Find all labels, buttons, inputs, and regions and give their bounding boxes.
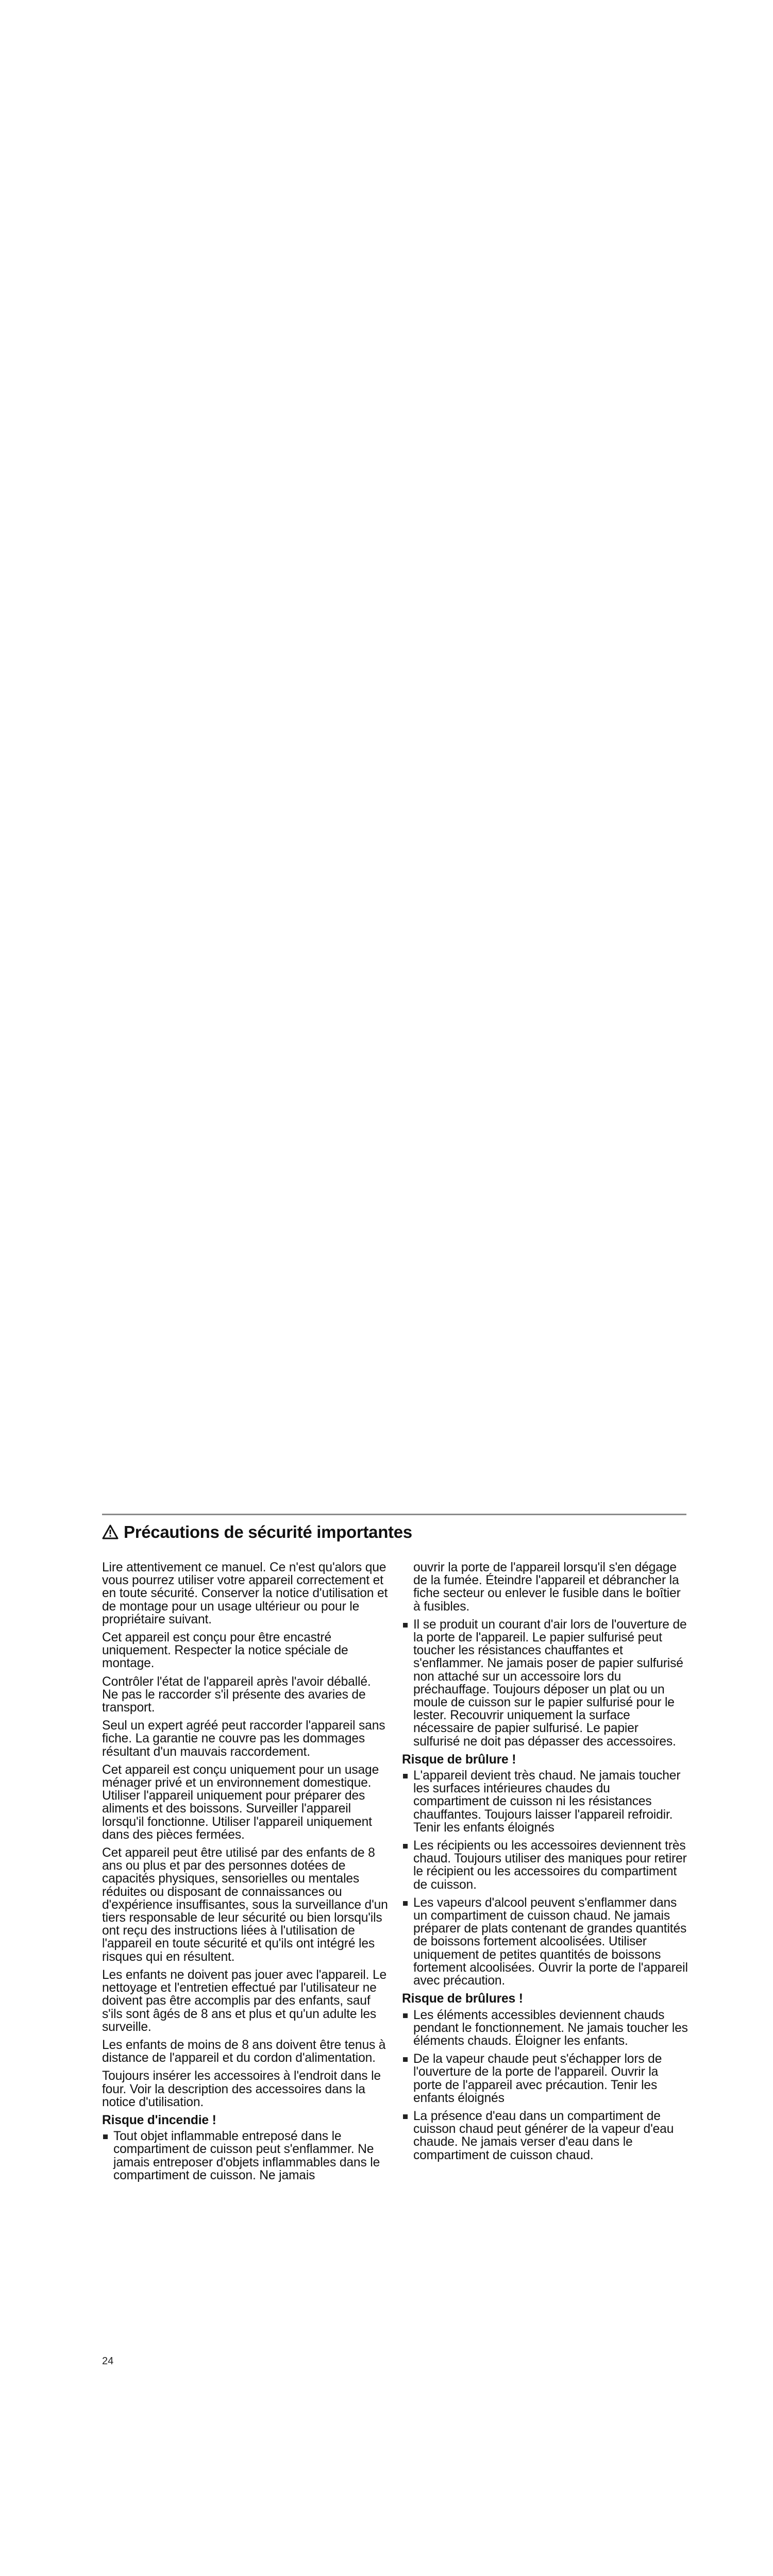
paragraph: Les enfants ne doivent pas jouer avec l'appareil. Le nettoyage et l'entretien effectué par l'utilisateur ne doivent pas être accomplis par des enfants, sauf s'ils sont âgés de 8 ans et plus et qu'un adulte les surveille. — [102, 1968, 386, 2034]
page-number: 24 — [102, 2355, 114, 2367]
section-title: Précautions de sécurité importantes — [124, 1522, 412, 1541]
burn-risk-heading: Risque de brûlure ! — [402, 1752, 516, 1767]
bullet-item: Les éléments accessibles deviennent chauds pendant le fonctionnement. Ne jamais toucher les éléments chauds. Éloigner les enfants. — [402, 2009, 688, 2048]
section-divider — [102, 1514, 686, 1515]
left-column — [102, 1561, 388, 2187]
paragraph: Les enfants de moins de 8 ans doivent être tenus à distance de l'appareil et du cordon d'alimentation. — [102, 2038, 386, 2065]
burns-risk-heading: Risque de brûlures ! — [402, 1992, 523, 2006]
bullet-item: Les vapeurs d'alcool peuvent s'enflammer dans un compartiment de cuisson chaud. Ne jamais préparer de plats contenant de grandes quantités de boissons fortement alcoolisées. Utiliser uniquement de petites quantités de boissons fortement alcoolisées. Ouvrir la porte de l'appareil avec précaution. — [402, 1896, 688, 1987]
bullet-item: De la vapeur chaude peut s'échapper lors de l'ouverture de la porte de l'appareil. Ouvrir la porte de l'appareil avec précaution. Tenir les enfants éloignés — [402, 2053, 688, 2105]
right-column — [402, 1561, 688, 2167]
paragraph: Contrôler l'état de l'appareil après l'avoir déballé. Ne pas le raccorder s'il présente des avaries de transport. — [102, 1674, 371, 1715]
paragraph: Seul un expert agréé peut raccorder l'appareil sans fiche. La garantie ne couvre pas les dommages résultant d'un mauvais raccordement. — [102, 1719, 385, 1759]
bullet-item: La présence d'eau dans un compartiment de cuisson chaud peut générer de la vapeur d'eau chaude. Ne jamais verser d'eau dans le compartiment de cuisson chaud. — [402, 2110, 688, 2162]
bullet-item: Tout objet inflammable entreposé dans le compartiment de cuisson peut s'enflammer. Ne jamais entreposer d'objets inflammables dans le compartiment de cuisson. Ne jamais — [102, 2130, 388, 2182]
warning-triangle-icon — [102, 1524, 119, 1540]
paragraph: Lire attentivement ce manuel. Ce n'est qu'alors que vous pourrez utiliser votre appareil correctement et en toute sécurité. Conserver la notice d'utilisation et de montage pour un usage ultérieur ou pour le propriétaire suivant. — [102, 1561, 388, 1626]
paragraph: Cet appareil peut être utilisé par des enfants de 8 ans ou plus et par des personnes dotées de capacités physiques, sensorielles ou mentales réduites ou disposant de connaissances ou d'expérience insuffisantes, sous la surveillance d'un tiers responsable de leur sécurité ou bien lorsqu'ils ont reçu des instructions liées à l'utilisation de l'appareil en toute sécurité et qu'ils ont intégré les risques qui en résultent. — [102, 1846, 388, 1964]
paragraph: Cet appareil est conçu pour être encastré uniquement. Respecter la notice spéciale de montage. — [102, 1631, 348, 1671]
section-heading — [102, 1522, 412, 1542]
bullet-continuation: ouvrir la porte de l'appareil lorsqu'il s'en dégage de la fumée. Éteindre l'appareil et débrancher la fiche secteur ou enlever le fusible dans le boîtier à fusibles. — [413, 1561, 681, 1614]
bullet-item: Les récipients ou les accessoires deviennent très chaud. Toujours utiliser des maniques pour retirer le récipient ou les accessoires du compartiment de cuisson. — [402, 1839, 688, 1891]
bullet-item: Il se produit un courant d'air lors de l'ouverture de la porte de l'appareil. Le papier sulfurisé peut toucher les résistances chauffantes et s'enflammer. Ne jamais poser de papier sulfurisé non attaché sur un accessoire lors du préchauffage. Toujours déposer un plat ou un moule de cuisson sur le papier sulfurisé pour le lester. Recouvrir uniquement la surface nécessaire de papier sulfurisé. Le papier sulfurisé ne doit pas dépasser des accessoires. — [402, 1618, 688, 1748]
bullet-item: L'appareil devient très chaud. Ne jamais toucher les surfaces intérieures chaudes du compartiment de cuisson ni les résistances chauffantes. Toujours laisser l'appareil refroidir. Tenir les enfants éloignés — [402, 1769, 688, 1834]
paragraph: Cet appareil est conçu uniquement pour un usage ménager privé et un environnement domestique. Utiliser l'appareil uniquement pour préparer des aliments et des boissons. Surveiller l'appareil lorsqu'il fonctionne. Utiliser l'appareil uniquement dans des pièces fermées. — [102, 1762, 379, 1842]
paragraph: Toujours insérer les accessoires à l'endroit dans le four. Voir la description des accessoires dans la notice d'utilisation. — [102, 2069, 381, 2109]
fire-risk-heading: Risque d'incendie ! — [102, 2113, 216, 2127]
